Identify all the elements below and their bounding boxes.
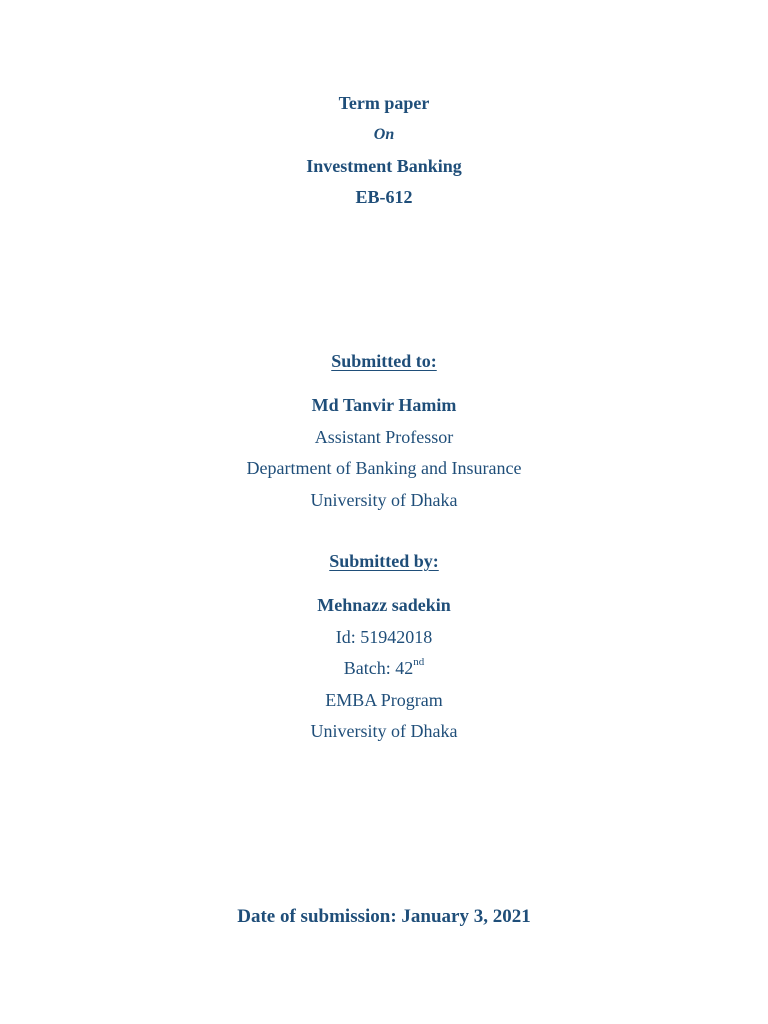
- on-label: On: [373, 126, 395, 143]
- student-batch-suffix: nd: [413, 656, 425, 668]
- supervisor-university: University of Dhaka: [310, 490, 458, 510]
- student-batch-number: Batch: 42: [343, 658, 414, 678]
- submission-date: Date of submission: January 3, 2021: [237, 906, 531, 927]
- submitted-to-heading: Submitted to:: [331, 351, 437, 371]
- student-university: University of Dhaka: [310, 721, 458, 741]
- supervisor-designation: Assistant Professor: [314, 427, 454, 447]
- student-id: Id: 51942018: [335, 627, 433, 647]
- student-batch: [0, 657, 768, 679]
- student-program: EMBA Program: [325, 690, 443, 710]
- course-code: EB-612: [355, 187, 413, 207]
- student-name: Mehnazz sadekin: [317, 595, 451, 615]
- document-type: Term paper: [338, 93, 430, 113]
- supervisor-name: Md Tanvir Hamim: [311, 395, 457, 415]
- submitted-by-heading: Submitted by:: [329, 551, 439, 571]
- supervisor-department: Department of Banking and Insurance: [246, 458, 522, 478]
- course-name: Investment Banking: [306, 156, 462, 176]
